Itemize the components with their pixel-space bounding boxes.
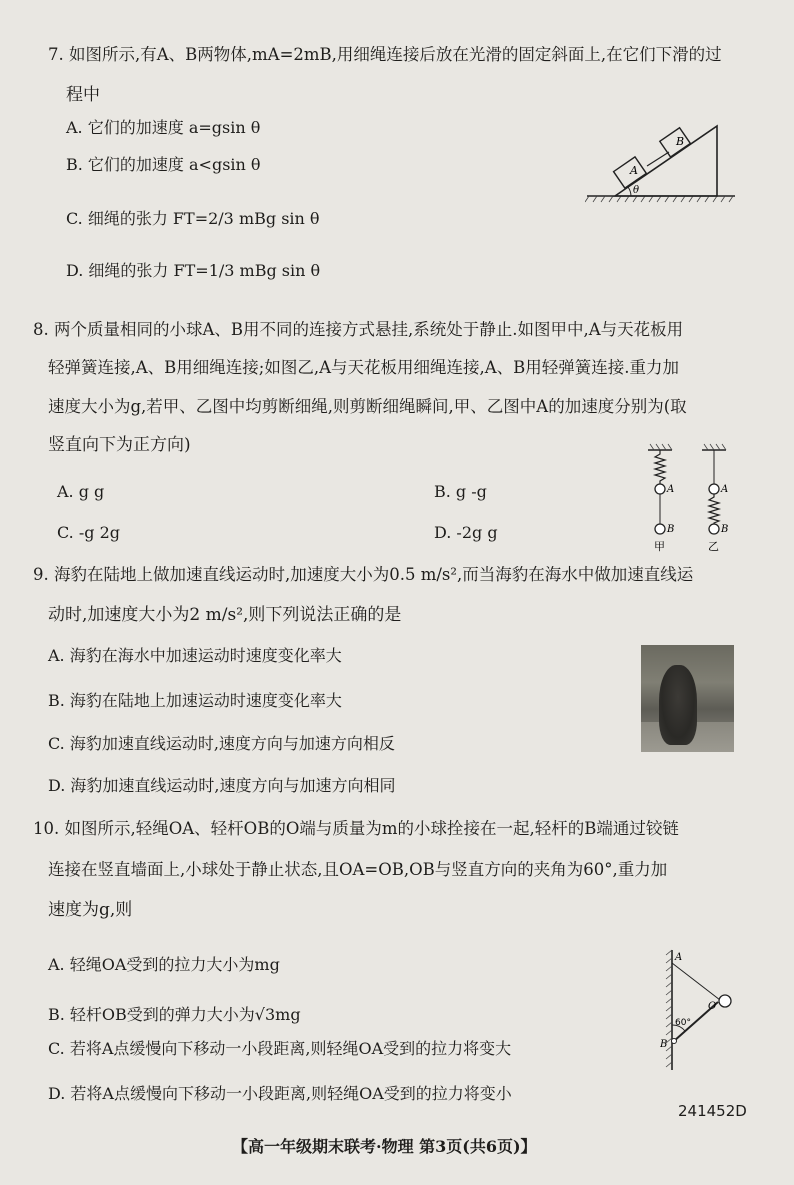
q10-label-angle: 60° — [675, 1018, 691, 1028]
q7-label-theta: θ — [633, 185, 640, 196]
q8-option-d: D. -2g g — [434, 523, 498, 542]
q10-stem-line1: 10. 如图所示,轻绳OA、轻杆OB的O端与质量为m的小球拴接在一起,轻杆的B端通过铰链 — [33, 819, 679, 838]
q7-stem-line1: 7. 如图所示,有A、B两物体,mA=2mB,用细绳连接后放在光滑的固定斜面上,在它们下滑的过 — [48, 45, 722, 64]
paper-code: 241452D — [678, 1102, 747, 1120]
q8-label-b-yi: B — [721, 524, 729, 535]
q8-option-c: C. -g 2g — [57, 523, 120, 542]
q10-label-a: A — [675, 952, 683, 963]
q10-option-c: C. 若将A点缓慢向下移动一小段距离,则轻绳OA受到的拉力将变大 — [48, 1039, 512, 1058]
q10-option-a: A. 轻绳OA受到的拉力大小为mg — [48, 955, 280, 974]
q10-rod-rope-figure — [660, 945, 740, 1075]
seal-silhouette — [659, 665, 697, 745]
q9-option-c: C. 海豹加速直线运动时,速度方向与加速方向相反 — [48, 734, 395, 753]
q8-spring-figure — [640, 440, 740, 555]
q9-option-b: B. 海豹在陆地上加速运动时速度变化率大 — [48, 691, 342, 710]
q8-stem-line2: 轻弹簧连接,A、B用细绳连接;如图乙,A与天花板用细绳连接,A、B用轻弹簧连接.重力加 — [48, 358, 680, 377]
q7-option-d: D. 细绳的张力 FT=1/3 mBg sin θ — [66, 261, 321, 280]
q10-option-d: D. 若将A点缓慢向下移动一小段距离,则轻绳OA受到的拉力将变小 — [48, 1084, 512, 1103]
q8-label-jia: 甲 — [654, 540, 665, 553]
q7-stem-line2: 程中 — [66, 85, 100, 105]
q8-stem-line1: 8. 两个质量相同的小球A、B用不同的连接方式悬挂,系统处于静止.如图甲中,A与天花板用 — [33, 320, 684, 339]
seal-photo — [641, 645, 734, 752]
q8-label-b-jia: B — [667, 524, 675, 535]
q8-label-a-jia: A — [667, 484, 675, 495]
q10-stem-line2: 连接在竖直墙面上,小球处于静止状态,且OA=OB,OB与竖直方向的夹角为60°,重力加 — [48, 860, 668, 879]
q7-option-a: A. 它们的加速度 a=gsin θ — [66, 118, 261, 137]
q7-incline-figure — [585, 108, 745, 208]
q7-label-b: B — [676, 135, 685, 148]
q8-stem-line3: 速度大小为g,若甲、乙图中均剪断细绳,则剪断细绳瞬间,甲、乙图中A的加速度分别为(取 — [48, 397, 687, 416]
q8-label-yi: 乙 — [708, 540, 719, 553]
q7-option-b: B. 它们的加速度 a<gsin θ — [66, 155, 261, 174]
q10-label-o: O — [708, 1001, 717, 1012]
q10-stem-line3: 速度为g,则 — [48, 900, 133, 920]
q9-option-d: D. 海豹加速直线运动时,速度方向与加速方向相同 — [48, 776, 396, 795]
page-footer-title: 【高一年级期末联考·物理 第3页(共6页)】 — [232, 1137, 537, 1156]
q8-option-a: A. g g — [57, 482, 105, 501]
q8-stem-line4: 竖直向下为正方向) — [48, 435, 191, 455]
q10-label-b: B — [660, 1039, 668, 1050]
q9-stem-line2: 动时,加速度大小为2 m/s²,则下列说法正确的是 — [48, 605, 402, 625]
q10-option-b: B. 轻杆OB受到的弹力大小为√3mg — [48, 1005, 301, 1024]
q8-label-a-yi: A — [721, 484, 729, 495]
q7-label-a: A — [630, 164, 638, 177]
q9-stem-line1: 9. 海豹在陆地上做加速直线运动时,加速度大小为0.5 m/s²,而当海豹在海水中做加速直线运 — [33, 565, 694, 584]
q9-option-a: A. 海豹在海水中加速运动时速度变化率大 — [48, 646, 342, 665]
q7-option-c: C. 细绳的张力 FT=2/3 mBg sin θ — [66, 209, 320, 228]
q8-option-b: B. g -g — [434, 482, 487, 501]
